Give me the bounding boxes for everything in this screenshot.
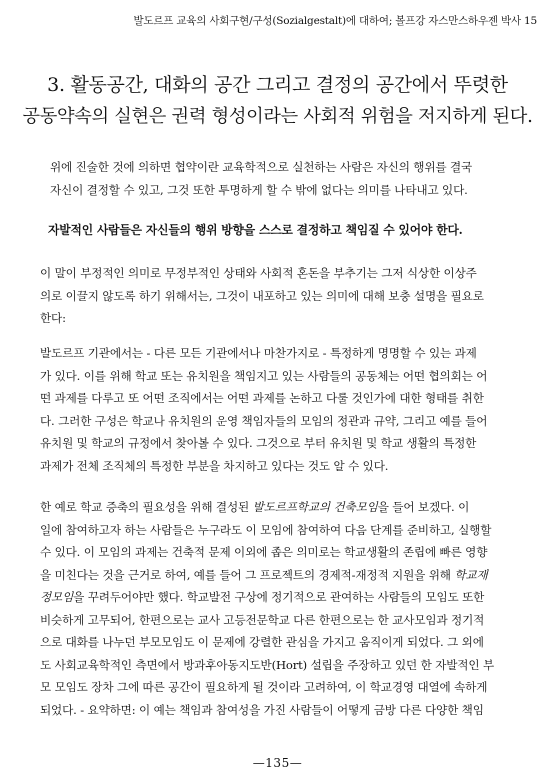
paragraph-line: 가 있다. 이를 위해 학교 또는 유치원을 책임지고 있는 사람들의 공동체는 어떤 협의회는 어 (40, 368, 488, 383)
emphasized-statement (48, 219, 531, 242)
text-run: 을 미친다는 것을 근거로 하여, 예를 들어 그 프로젝트의 경제적-재정적 지원을 위해 (40, 567, 455, 582)
text-run: 을 들어 보겠다. 이 (377, 500, 470, 514)
italic-term: 발도르프학교의 건축모임 (252, 500, 378, 514)
paragraph-line: 일에 참여하고자 하는 사람들은 누구라도 이 모임에 참여하여 다음 단계를 준비하고, 실행할 (40, 522, 492, 537)
paragraph-line (40, 564, 531, 587)
paragraph-line: 자발적인 사람들은 자신들의 행위 방향을 스스로 결정하고 책임질 수 있어야 한다. (48, 223, 463, 237)
italic-term: 정모임 (40, 590, 74, 604)
text-run: 한 예로 학교 증축의 필요성을 위해 결성된 (40, 500, 253, 514)
section-heading (20, 70, 535, 132)
paragraph-line (40, 496, 531, 519)
paragraph-line: 한다: (40, 311, 66, 325)
paragraph-line: 의로 이끌지 않도록 하기 위해서는, 그것이 내포하고 있는 의미에 대해 보충 설명을 필요로 (40, 288, 484, 303)
paragraph-line: 되었다. - 요약하면: 이 예는 책임과 참여성을 가진 사람들이 어떻게 금방 다른 다양한 책임 (40, 702, 484, 717)
paragraph-line (40, 586, 531, 609)
paragraph-line: 자신이 결정할 수 있고, 그것 또한 투명하게 할 수 밖에 없다는 의미를 나타내고 있다. (50, 182, 468, 197)
paragraph-line: 발도르프 기관에서는 - 다른 모든 기관에서나 마찬가지로 - 특정하게 명명할 수 있는 과제 (40, 346, 477, 360)
paragraph-line: 으로 대화를 나누던 부모모임도 이 문제에 강렬한 관심을 가지고 움직이게 되었다. 그 외에 (40, 635, 484, 649)
paragraph-line: 도 사회교육학적인 측면에서 방과후아동지도반(Hort) 설립을 주장하고 있던 한 자발적인 부 (40, 657, 494, 672)
paragraph-line: 떤 과제를 다루고 또 어떤 조직에서는 어떤 과제를 논하고 다룰 것인가에 대한 형태를 취한 (40, 391, 484, 405)
italic-term: 학교재 (454, 567, 488, 582)
paragraph-line: 과제가 전체 조직체의 특정한 부분을 차지하고 있다는 것도 알 수 있다. (40, 458, 389, 473)
paragraph-line: 이 말이 부정적인 의미로 무정부적인 상태와 사회적 혼돈을 부추기는 그저 식상한 이상주 (40, 266, 477, 280)
section-heading-line-1: 3. 활동공간, 대화의 공간 그리고 결정의 공간에서 뚜렷한 (47, 74, 508, 96)
text-run: 을 꾸려두어야만 했다. 학교발전 구상에 정기적으로 관여하는 사람들의 모임도 또한 (73, 590, 485, 604)
page-number: —135— (252, 756, 303, 770)
paragraph-1 (50, 156, 531, 201)
paragraph-line: 다. 그러한 구성은 학교나 유치원의 운영 책임자들의 모임의 정관과 규약, 그리고 예를 들어 (40, 413, 488, 428)
paragraph-line: 모 모임도 장차 그에 따른 공간이 필요하게 될 것이라 고려하여, 이 학교경영 대열에 속하게 (40, 680, 488, 694)
paragraph-line: 위에 진술한 것에 의하면 협약이란 교육학적으로 실천하는 사람은 자신의 행위를 결국 (50, 160, 473, 174)
section-heading-line-2: 공동약속의 실현은 권력 형성이라는 사회적 위험을 저지하게 된다. (22, 106, 533, 127)
paragraph-line: 비슷하게 고무되어, 한편으로는 교사 고등전문학교 다른 한편으로는 한 교사모임과 정기적 (40, 612, 485, 627)
paragraph-5 (40, 496, 531, 721)
paragraph-4 (40, 342, 531, 477)
paragraph-line: 수 있다. 이 모임의 과제는 건축적 문제 이외에 좁은 의미로는 학교생활의 존립에 빠른 영향 (40, 545, 488, 559)
paragraph-line: 유치원 및 학교의 규정에서 찾아볼 수 있다. 그것으로 부터 유치원 및 학교 생활의 특정한 (40, 436, 477, 450)
paragraph-3 (40, 262, 531, 330)
running-header: 발도르프 교육의 사회구현/구성(Sozialgestalt)에 대하여; 볼프강 자스만스하우젠 박사 15 (133, 15, 537, 27)
